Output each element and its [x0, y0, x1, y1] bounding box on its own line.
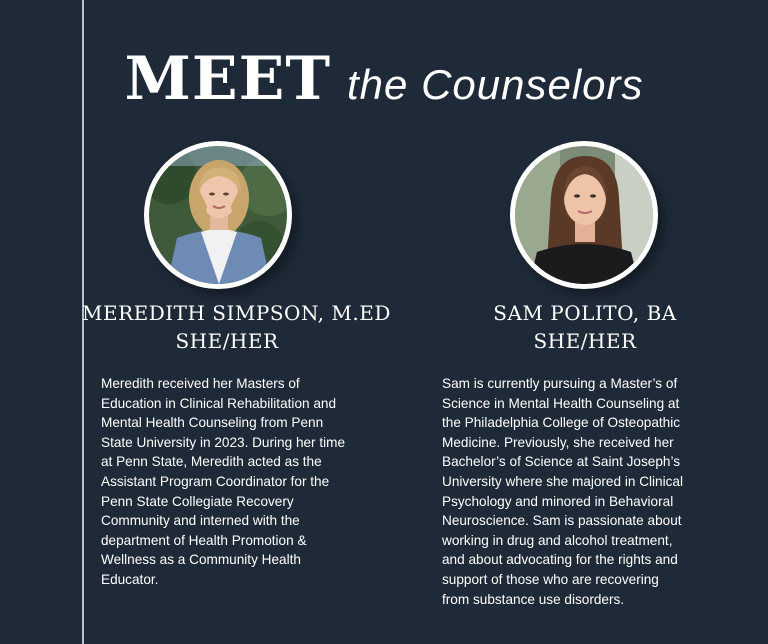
bio-line: Neuroscience. Sam is passionate about	[442, 513, 682, 529]
title-meet: MEET	[124, 44, 332, 114]
title-the-counselors: the Counselors	[347, 61, 644, 108]
counselor-2-bio	[442, 374, 747, 609]
counselor-2-name: SAM POLITO, BA	[493, 301, 677, 325]
bio-line: and about advocating for the rights and	[442, 552, 678, 568]
bio-line: Wellness as a Community Health	[101, 552, 301, 568]
counselor-2-photo	[510, 141, 658, 289]
bio-line: Science in Mental Health Counseling at	[442, 395, 680, 411]
bio-line: Educator.	[101, 571, 159, 587]
bio-line: Sam is currently pursuing a Master’s of	[442, 376, 678, 391]
bio-line: at Penn State, Meredith acted as the	[101, 454, 322, 470]
bio-line: Assistant Program Coordinator for the	[101, 473, 330, 489]
counselor-1-pronouns: SHE/HER	[175, 329, 279, 353]
counselor-1-bio	[101, 374, 401, 590]
counselor-2-pronouns: SHE/HER	[533, 329, 637, 353]
bio-line: Meredith received her Masters of	[101, 376, 300, 391]
bio-line: the Philadelphia College of Osteopathic	[442, 415, 681, 431]
bio-line: Bachelor’s of Science at Saint Joseph’s	[442, 454, 681, 470]
counselor-1-name: MEREDITH SIMPSON, M.ED	[82, 301, 391, 325]
bio-line: Penn State Collegiate Recovery	[101, 493, 294, 509]
bio-line: department of Health Promotion &	[101, 532, 307, 548]
bio-line: Mental Health Counseling from Penn	[101, 415, 324, 431]
bio-line: State University in 2023. During her time	[101, 434, 346, 450]
counselor-1-portrait-image	[149, 146, 287, 284]
bio-line: working in drug and alcohol treatment,	[442, 532, 673, 548]
bio-line: Medicine. Previously, she received her	[442, 434, 674, 450]
counselor-1-photo	[144, 141, 292, 289]
bio-line: support of those who are recovering	[442, 571, 659, 587]
bio-line: from substance use disorders.	[442, 591, 625, 607]
bio-line: Community and interned with the	[101, 513, 300, 529]
bio-line: University where she majored in Clinical	[442, 473, 684, 489]
bio-line: Psychology and minored in Behavioral	[442, 493, 674, 509]
page-title	[0, 44, 768, 114]
bio-line: Education in Clinical Rehabilitation and	[101, 395, 337, 411]
counselor-2-portrait-image	[515, 146, 653, 284]
